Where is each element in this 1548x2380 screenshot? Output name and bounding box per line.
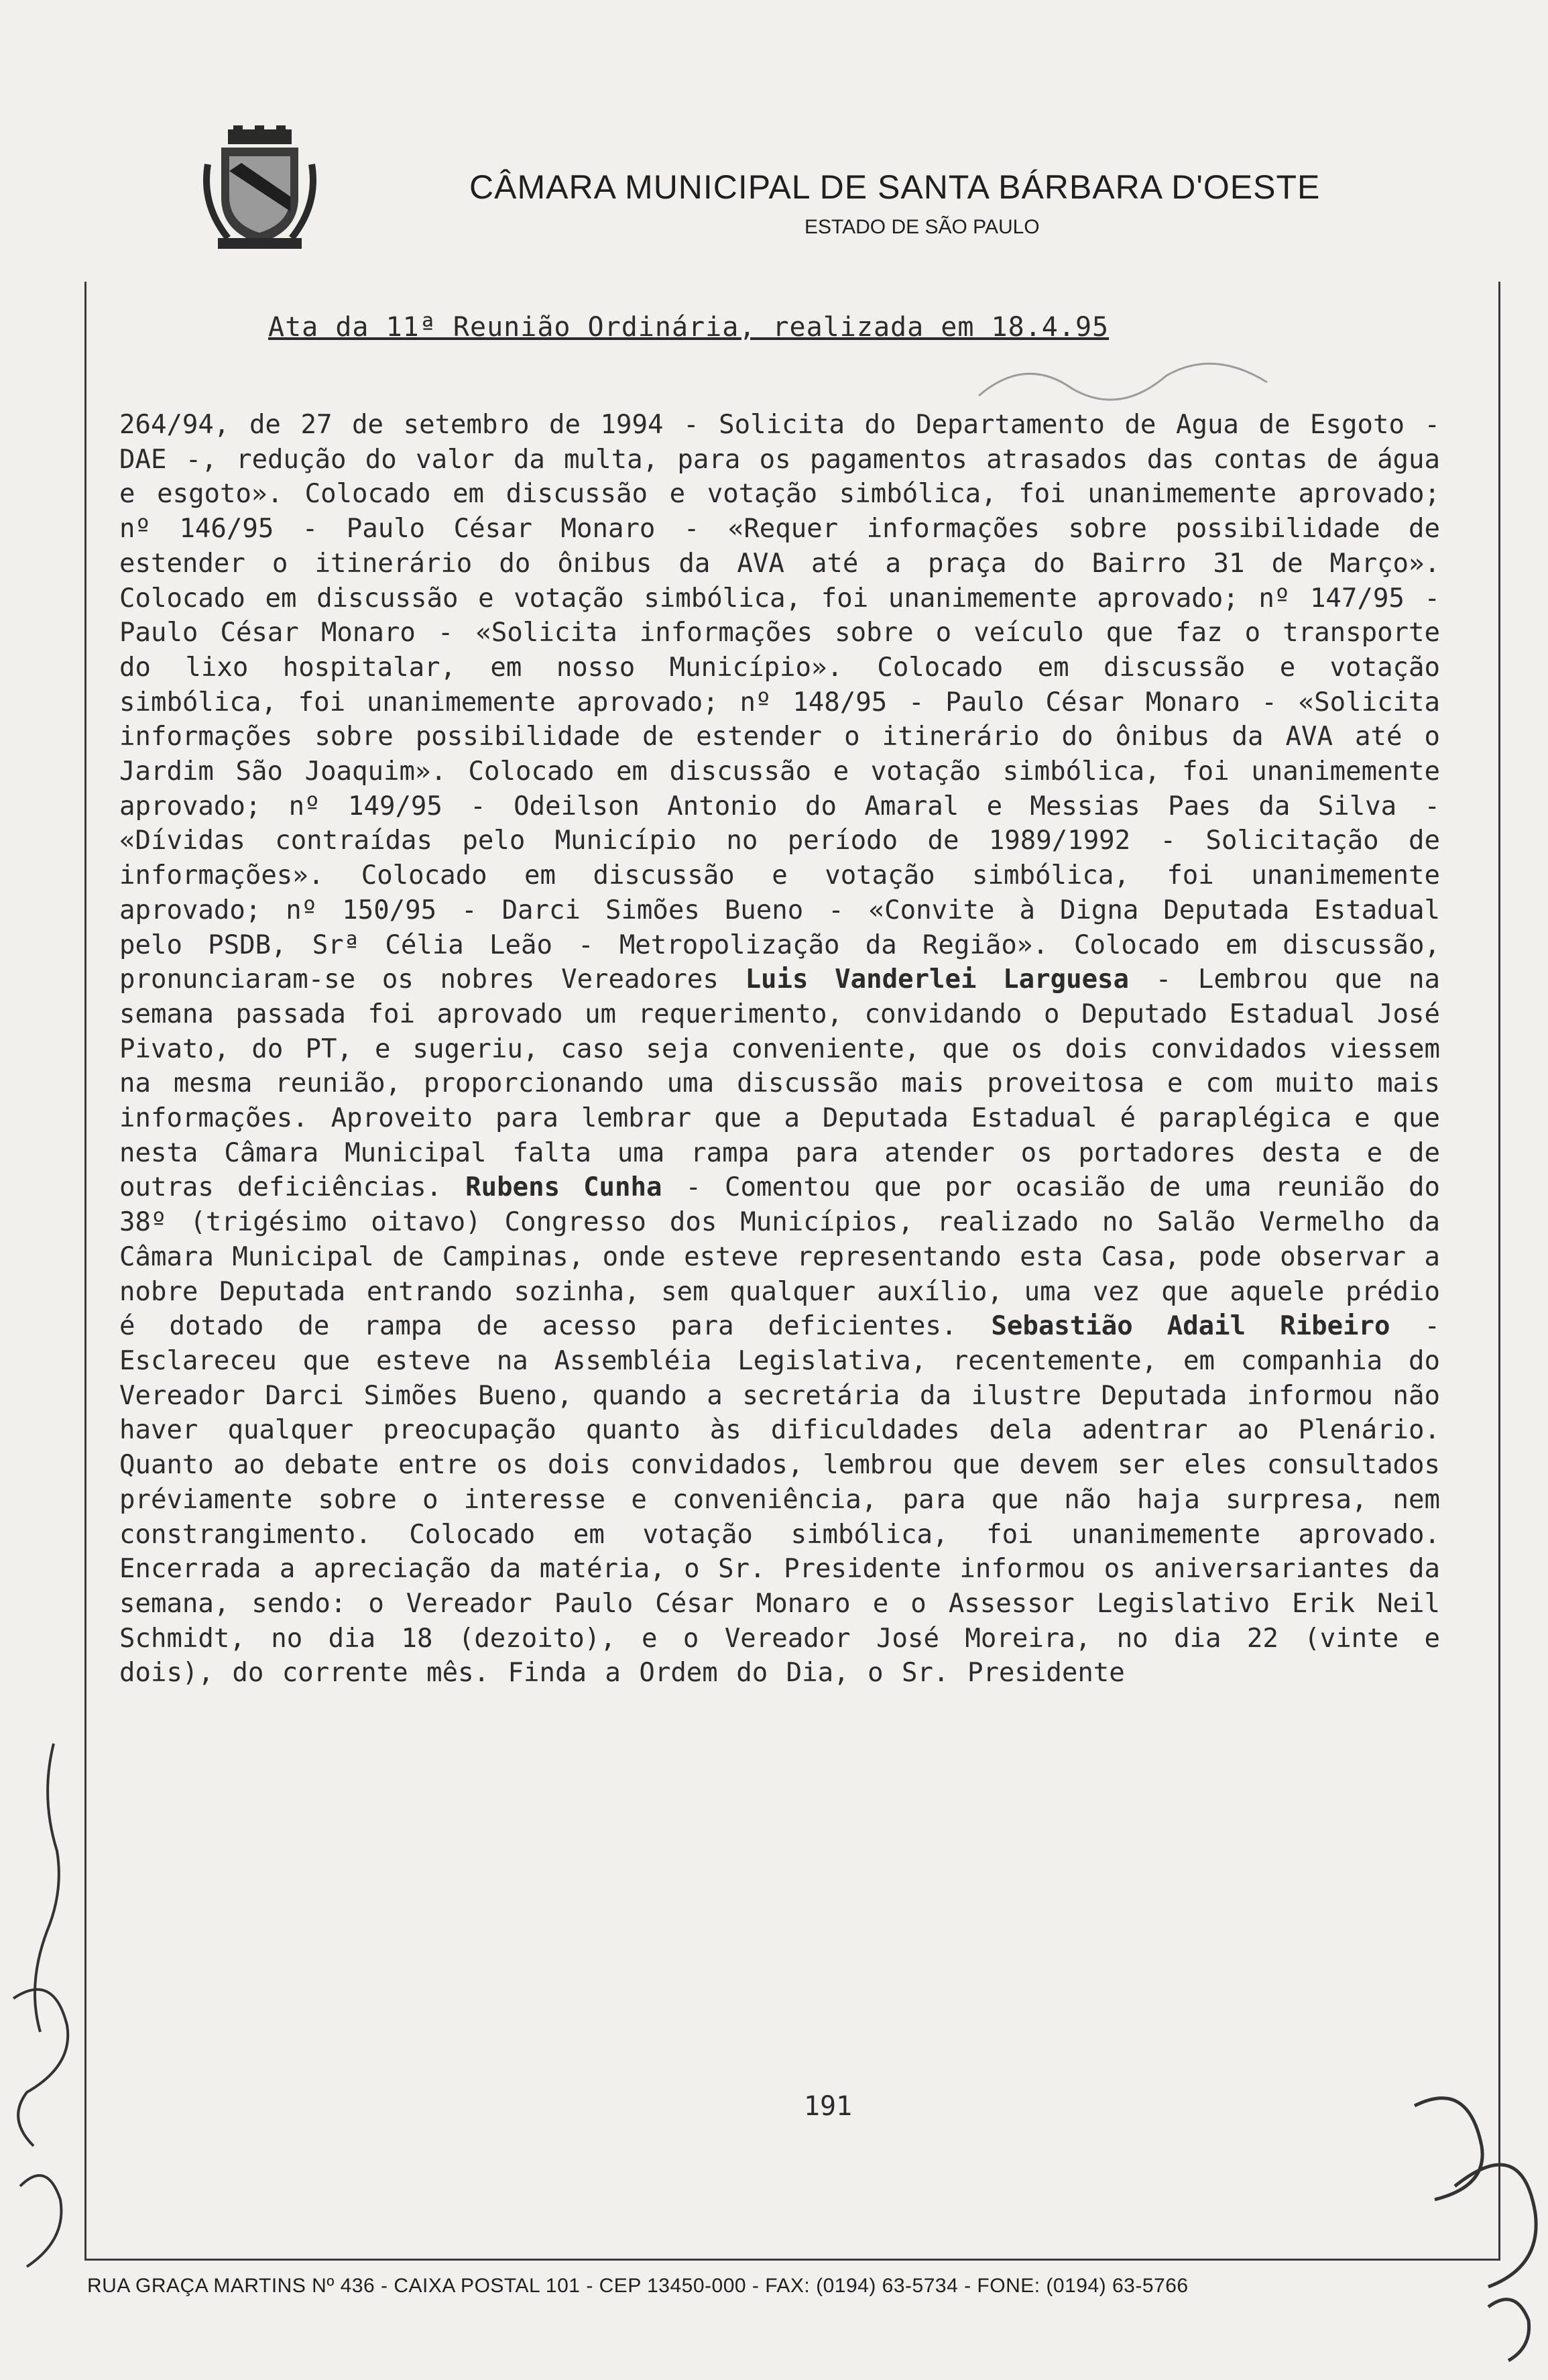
- faint-overlay-signature-icon: [972, 349, 1274, 416]
- body-segment: - Comentou que por ocasião de uma reunião do 38º (trigésimo oitavo) Congresso dos Municípios, realizado no Salão Vermelho da Câmara Municipal de Campinas, onde esteve representando esta Casa, pode observar a nobre Deputada entrando sozinha, sem qualquer auxílio, uma vez que aquele prédio é dotado de rampa de acesso para deficientes.: [119, 1172, 1440, 1342]
- right-corner-signature-icon: [1388, 2065, 1548, 2380]
- document-title: Ata da 11ª Reunião Ordinária, realizada em 18.4.95: [268, 312, 1110, 343]
- speaker-name: Luis Vanderlei Larguesa: [745, 964, 1130, 995]
- body-segment: 264/94, de 27 de setembro de 1994 - Solicita do Departamento de Agua de Esgoto - DAE -, redução do valor da multa, para os pagamentos atrasados das contas de água e esgoto». Colocado em discussão e votação simbólica, foi unanimemente aprovado; nº 146/95 - Paulo César Monaro - «Requer informações sobre possibilidade de estender o itinerário do ônibus da AVA até a praça do Bairro 31 de Março». Colocado em discussão e votação simbólica, foi unanimemente aprovado; nº 147/95 - Paulo César Monaro - «Solicita informações sobre o veículo que faz o transporte do lixo hospitalar, em nosso Município». Colocado em discussão e votação simbólica, foi unanimemente aprovado; nº 148/95 - Paulo César Monaro - «Solicita informações sobre possibilidade de estender o itinerário do ônibus da AVA até o Jardim São Joaquim». Colocado em discussão e votação simbólica, foi unanimemente aprovado; nº 149/95 - Odeilson Antonio do Amaral e Messias Paes da Silva - «Dívidas contraídas pelo Município no período de 1989/1992 - Solicitação de informações». Colocado em discussão e votação simbólica, foi unanimemente aprovado; nº 150/95 - Darci Simões Bueno - «Convite à Digna Deputada Estadual pelo PSDB, Srª Célia Leão - Metropolização da Região». Colocado em discussão, pronunciaram-se os nobres Vereadores: [119, 410, 1440, 995]
- minutes-body-text: [119, 408, 1440, 1691]
- right-margin-line: [1498, 282, 1500, 2260]
- body-segment: - Esclareceu que esteve na Assembléia Legislativa, recentemente, em companhia do Vereador Darci Simões Bueno, quando a secretária da ilustre Deputada informou não haver qualquer preocupação quanto às dificuldades dela adentrar ao Plenário. Quanto ao debate entre os dois convidados, lembrou que devem ser eles consultados préviamente sobre o interesse e conveniência, para que não haja surpresa, nem constrangimento. Colocado em votação simbólica, foi unanimemente aprovado. Encerrada a apreciação da matéria, o Sr. Presidente informou os aniversariantes da semana, sendo: o Vereador Paulo César Monaro e o Assessor Legislativo Erik Neil Schmidt, no dia 18 (dezoito), e o Vereador José Moreira, no dia 22 (vinte e dois), do corrente mês. Finda a Ordem do Dia, o Sr. Presidente: [119, 1311, 1440, 1689]
- footer-address: RUA GRAÇA MARTINS Nº 436 - CAIXA POSTAL 101 - CEP 13450-000 - FAX: (0194) 63-5734 - FONE: (0194) 63-5766: [87, 2275, 1189, 2297]
- bottom-rule: [84, 2259, 1500, 2261]
- body-segment: - Lembrou que na semana passada foi aprovado um requerimento, convidando o Deputado Estadual José Pivato, do PT, e sugeriu, caso seja conveniente, que os dois convidados viessem na mesma reunião, proporcionando uma discussão mais proveitosa e com muito mais informações. Aproveito para lembrar que a Deputada Estadual é paraplégica e que nesta Câmara Municipal falta uma rampa para atender os portadores desta e de outras deficiências.: [119, 964, 1440, 1203]
- speaker-name: Rubens Cunha: [465, 1172, 662, 1203]
- coat-of-arms-seal-icon: [201, 124, 318, 251]
- org-name: CÂMARA MUNICIPAL DE SANTA BÁRBARA D'OESTE: [469, 168, 1321, 206]
- org-state: ESTADO DE SÃO PAULO: [805, 216, 1040, 238]
- left-margin-signature-icon: [0, 1717, 87, 2320]
- page-number: 191: [803, 2091, 853, 2122]
- speaker-name: Sebastião Adail Ribeiro: [991, 1311, 1390, 1342]
